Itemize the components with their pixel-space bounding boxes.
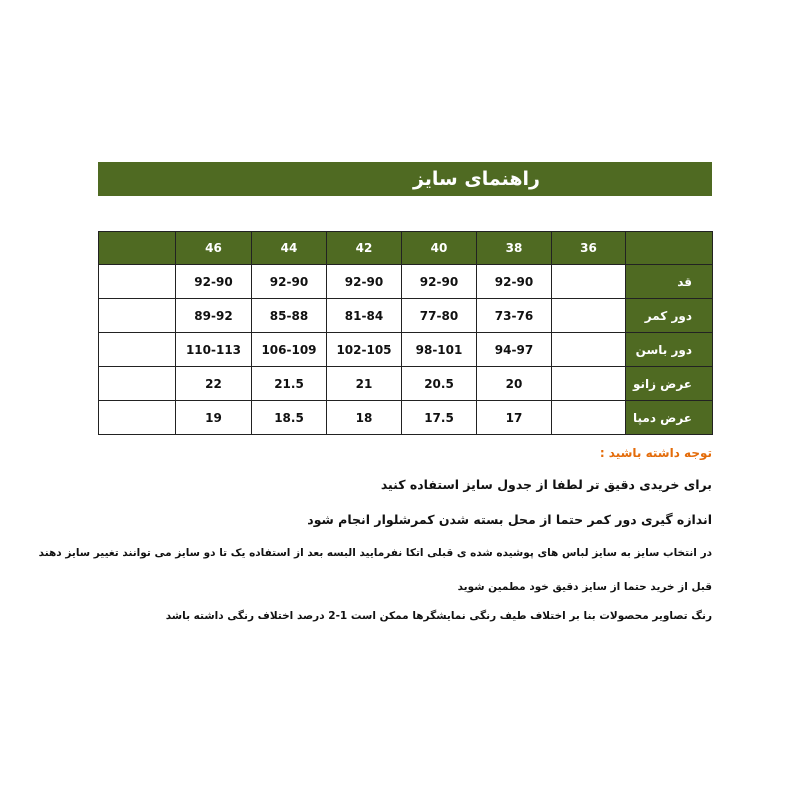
table-cell: 92-90 [252,265,327,299]
table-cell: 106-109 [252,333,327,367]
table-cell: 92-90 [176,265,252,299]
table-cell: 73-76 [477,299,552,333]
header-cell: 36 [552,232,626,265]
table-row [99,265,713,299]
table-cell [552,333,626,367]
table-cell: 94-97 [477,333,552,367]
row-label: عرض زانو [626,367,713,401]
table-cell [99,299,176,333]
table-row [99,367,713,401]
header-cell: 40 [402,232,477,265]
table-cell: 77-80 [402,299,477,333]
table-cell: 18 [327,401,402,435]
table-cell: 19 [176,401,252,435]
note-item: در انتخاب سایز به سایز لباس های پوشیده شده ی قبلی اتکا نفرمایید البسه بعد از استفاده یک تا دو سایز می توانند تغییر سایز دهند [38,547,712,559]
table-cell [552,401,626,435]
row-label: دور کمر [626,299,713,333]
table-cell: 102-105 [327,333,402,367]
note-item: اندازه گیری دور کمر حتما از محل بسته شدن کمرشلوار انجام شود [307,512,712,527]
table-cell: 21.5 [252,367,327,401]
row-label: عرض دمپا [626,401,713,435]
table-cell: 92-90 [402,265,477,299]
table-cell: 20 [477,367,552,401]
table-cell: 18.5 [252,401,327,435]
table-cell: 20.5 [402,367,477,401]
note-item: قبل از خرید حتما از سایز دقیق خود مطمین شوید [457,581,712,593]
note-item: رنگ تصاویر محصولات بنا بر اختلاف طیف رنگی نمایشگرها ممکن است 1-2 درصد اختلاف رنگی داشته باشد [165,610,712,622]
size-table [98,231,713,435]
table-cell: 81-84 [327,299,402,333]
table-cell [552,299,626,333]
header-cell: 42 [327,232,402,265]
header-cell [626,232,713,265]
row-label: دور باسن [626,333,713,367]
header-cell: 38 [477,232,552,265]
table-cell [552,265,626,299]
page-title: راهنمای سایز [412,168,540,190]
notes-section [12,446,712,622]
table-header-row [99,232,713,265]
header-cell [99,232,176,265]
table-row [99,401,713,435]
title-banner [98,162,712,196]
header-cell: 44 [252,232,327,265]
table-cell: 92-90 [477,265,552,299]
table-cell [99,401,176,435]
table-cell: 85-88 [252,299,327,333]
table-cell: 110-113 [176,333,252,367]
table-cell: 17.5 [402,401,477,435]
header-cell: 46 [176,232,252,265]
table-cell [99,333,176,367]
table-cell: 17 [477,401,552,435]
table-cell [99,367,176,401]
table-cell [99,265,176,299]
row-label: قد [626,265,713,299]
table-cell: 89-92 [176,299,252,333]
table-cell: 21 [327,367,402,401]
table-cell: 98-101 [402,333,477,367]
notes-heading: توجه داشته باشید : [599,446,712,460]
table-cell: 22 [176,367,252,401]
note-item: برای خریدی دقیق تر لطفا از جدول سایز استفاده کنید [380,477,712,492]
table-row [99,333,713,367]
table-cell [552,367,626,401]
table-cell: 92-90 [327,265,402,299]
table-row [99,299,713,333]
